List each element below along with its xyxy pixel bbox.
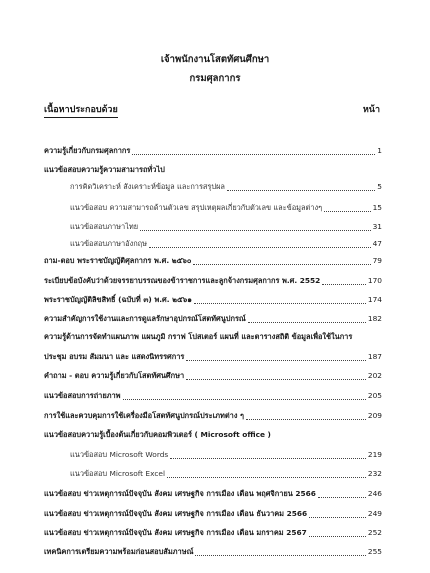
toc-entry-label: ความรู้เกี่ยวกับกรมศุลกากร bbox=[44, 146, 131, 155]
toc-leader-dots bbox=[194, 303, 366, 304]
toc-entry-label: ระเบียบข้อบังคับว่าด้วยจรรยาบรรณของข้าราชการและลูกจ้างกรมศุลกากร พ.ศ. 2552 bbox=[44, 276, 321, 285]
toc-entry[interactable] bbox=[0, 527, 430, 539]
toc-entry-label: แนวข้อสอบการถ่ายภาพ bbox=[44, 391, 121, 400]
document-title: เจ้าพนักงานโสตทัศนศึกษา bbox=[160, 54, 270, 65]
toc-leader-dots bbox=[140, 230, 371, 231]
toc-entry-page: 255 bbox=[367, 547, 382, 556]
toc-entry-page: 209 bbox=[367, 411, 382, 420]
toc-entry[interactable] bbox=[0, 546, 430, 558]
toc-entry-label: การคิดวิเคราะห์ สังเคราะห์ข้อมูล และการสรุปผล bbox=[70, 182, 225, 191]
document-subtitle: กรมศุลกากร bbox=[189, 73, 241, 84]
toc-entry-page: 47 bbox=[372, 239, 382, 248]
toc-entry-label: แนวข้อสอบ ข่าวเหตุการณ์ปัจจุบัน สังคม เศรษฐกิจ การเมือง เดือน มกราคม 2567 bbox=[44, 528, 307, 537]
toc-leader-dots bbox=[167, 477, 366, 478]
toc-entry-label: คำถาม - ตอบ ความรู้เกี่ยวกับโสตทัศนศึกษา bbox=[44, 371, 185, 380]
toc-leader-dots bbox=[186, 360, 366, 361]
toc-entry-page: 249 bbox=[367, 509, 382, 518]
toc-entry-page: 31 bbox=[372, 222, 382, 231]
toc-entry[interactable] bbox=[0, 313, 430, 325]
toc-leader-dots bbox=[123, 399, 366, 400]
toc-entry-label: แนวข้อสอบภาษาไทย bbox=[70, 222, 139, 231]
toc-entry-page: 15 bbox=[372, 203, 382, 212]
toc-entry-label: ความสำคัญการใช้งานและการดูแลรักษาอุปกรณ์โสตทัศนูปกรณ์ bbox=[44, 314, 246, 323]
toc-entry[interactable] bbox=[0, 370, 430, 382]
toc-leader-dots bbox=[324, 211, 371, 212]
toc-entry[interactable] bbox=[0, 145, 430, 157]
toc-entry-label: แนวข้อสอบ ข่าวเหตุการณ์ปัจจุบัน สังคม เศรษฐกิจ การเมือง เดือน ธันวาคม 2566 bbox=[44, 509, 308, 518]
toc-leader-dots bbox=[186, 379, 366, 380]
toc-entry-label: แนวข้อสอบภาษาอังกฤษ bbox=[70, 239, 148, 248]
toc-entry[interactable] bbox=[0, 351, 430, 363]
toc-entry[interactable] bbox=[0, 488, 430, 500]
toc-entry-page: 174 bbox=[367, 295, 382, 304]
toc-entry-label: การใช้และควบคุมการใช้เครื่องมือโสตทัศนูปกรณ์ประเภทต่าง ๆ bbox=[44, 411, 244, 420]
toc-entry-page: 219 bbox=[367, 450, 382, 459]
toc-leader-dots bbox=[193, 264, 371, 265]
toc-entry-label: ประชุม อบรม สัมมนา และ แสดงนิทรรศการ bbox=[44, 352, 185, 361]
toc-entry-page: 252 bbox=[367, 528, 382, 537]
contents-heading: เนื้อหาประกอบด้วย bbox=[44, 102, 118, 118]
toc-entry-page: 170 bbox=[367, 276, 382, 285]
toc-entry-label: พระราชบัญญัติลิขสิทธิ์ (ฉบับที่ ๓) พ.ศ. ๒๕๖๑ bbox=[44, 295, 192, 304]
toc-section-heading: แนวข้อสอบความรู้เบื้องต้นเกี่ยวกับคอมพิวเตอร์ ( Microsoft office ) bbox=[44, 430, 271, 439]
toc-entry-page: 205 bbox=[367, 391, 382, 400]
toc-entry[interactable] bbox=[0, 449, 430, 461]
toc-leader-dots bbox=[309, 536, 366, 537]
toc-entry[interactable] bbox=[0, 255, 430, 267]
toc-entry-page: 5 bbox=[377, 182, 382, 191]
toc-section-heading: ความรู้ด้านการจัดทำแผนภาพ แผนภูมิ กราฟ โปสเตอร์ แผนที่ และตารางสถิติ ข้อมูลเพื่อใช้ในการ bbox=[44, 332, 353, 341]
toc-entry[interactable] bbox=[0, 221, 430, 233]
toc-entry-page: 79 bbox=[372, 256, 382, 265]
toc-leader-dots bbox=[170, 458, 366, 459]
toc-leader-dots bbox=[248, 322, 366, 323]
toc-entry-page: 1 bbox=[377, 146, 382, 155]
toc-entry-label: เทคนิคการเตรียมความพร้อมก่อนสอบสัมภาษณ์ bbox=[44, 547, 194, 556]
toc-leader-dots bbox=[149, 247, 371, 248]
toc-leader-dots bbox=[227, 190, 375, 191]
toc-entry-page: 202 bbox=[367, 371, 382, 380]
toc-entry[interactable] bbox=[0, 181, 430, 193]
toc-entry-page: 182 bbox=[367, 314, 382, 323]
toc-entry-label: แนวข้อสอบ ความสามารถด้านตัวเลข สรุปเหตุผลเกี่ยวกับตัวเลข และข้อมูลต่างๆ bbox=[70, 203, 323, 212]
toc-entry[interactable] bbox=[0, 508, 430, 520]
page-column-heading: หน้า bbox=[362, 105, 380, 115]
toc-entry-label: แนวข้อสอบ Microsoft Words bbox=[70, 450, 169, 459]
toc-entry-label: แนวข้อสอบ ข่าวเหตุการณ์ปัจจุบัน สังคม เศรษฐกิจ การเมือง เดือน พฤศจิกายน 2566 bbox=[44, 489, 316, 498]
toc-entry[interactable] bbox=[0, 275, 430, 287]
toc-leader-dots bbox=[132, 154, 375, 155]
toc-entry-page: 187 bbox=[367, 352, 382, 361]
toc-entry[interactable] bbox=[0, 410, 430, 422]
toc-leader-dots bbox=[322, 284, 366, 285]
toc-entry[interactable] bbox=[0, 294, 430, 306]
toc-entry-page: 246 bbox=[367, 489, 382, 498]
toc-leader-dots bbox=[309, 517, 366, 518]
toc-leader-dots bbox=[318, 497, 366, 498]
toc-entry-label: ถาม-ตอบ พระราชบัญญัติศุลกากร พ.ศ. ๒๕๖๐ bbox=[44, 256, 192, 265]
toc-section-heading: แนวข้อสอบความรู้ความสามารถทั่วไป bbox=[44, 165, 165, 174]
toc-entry[interactable] bbox=[0, 238, 430, 250]
toc-entry-page: 232 bbox=[367, 469, 382, 478]
toc-leader-dots bbox=[195, 555, 366, 556]
toc-entry[interactable] bbox=[0, 390, 430, 402]
toc-entry-label: แนวข้อสอบ Microsoft Excel bbox=[70, 469, 166, 478]
toc-leader-dots bbox=[246, 419, 366, 420]
toc-entry[interactable] bbox=[0, 468, 430, 480]
toc-entry[interactable] bbox=[0, 202, 430, 214]
